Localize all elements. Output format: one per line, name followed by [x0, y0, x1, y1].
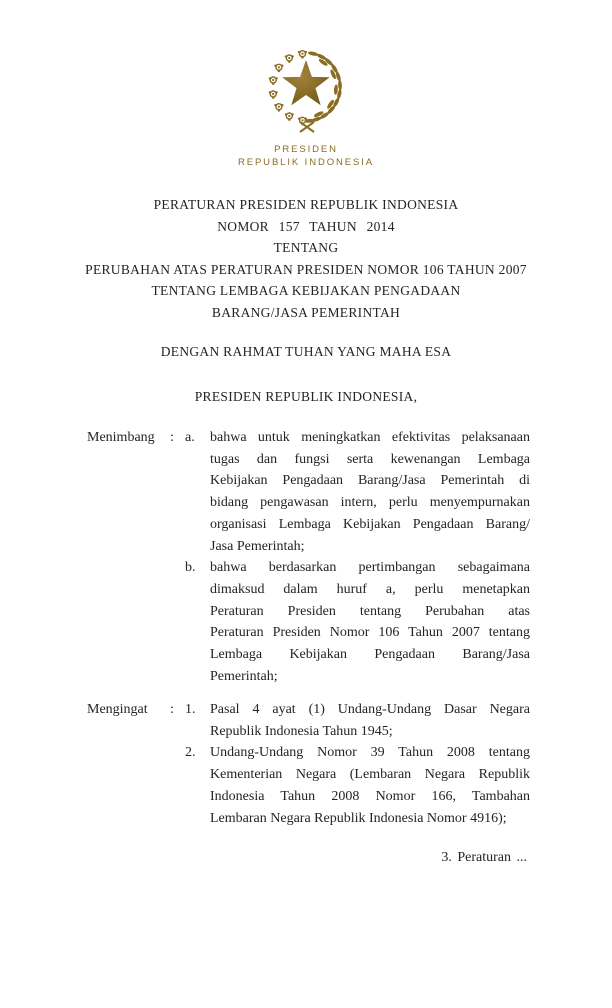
text-line: organisasi Lembaga Kebijakan Pengadaan Barang/ — [210, 516, 530, 532]
text-line: Undang-Undang Nomor 39 Tahun 2008 tentang — [210, 745, 530, 761]
item-marker: 2. — [185, 745, 196, 761]
list-item — [185, 742, 530, 829]
text-line: Indonesia Tahun 2008 Nomor 166, Tambahan — [210, 788, 530, 804]
text-line: Lembaga Kebijakan Pengadaan Barang/Jasa — [210, 647, 530, 663]
authority-line: PRESIDEN REPUBLIK INDONESIA, — [194, 389, 418, 404]
presidential-star-wreath-emblem-icon — [262, 42, 350, 134]
catchword: 3. Peraturan ... — [441, 850, 527, 865]
letterhead — [0, 42, 612, 169]
text-line: Peraturan Presiden tentang Perubahan atas — [210, 603, 530, 619]
text-line: dimaksud dalam huruf a, perlu menetapkan — [210, 581, 530, 597]
title-line-nomor: NOMOR 157 TAHUN 2014 — [217, 218, 395, 234]
letterhead-presiden: PRESIDEN — [274, 144, 338, 155]
mengingat-label: Mengingat — [87, 702, 148, 717]
list-item — [185, 427, 530, 557]
item-text — [210, 427, 530, 557]
title-line-barang-jasa: BARANG/JASA PEMERINTAH — [211, 304, 401, 320]
menimbang-label: Menimbang — [87, 430, 155, 445]
text-line: Pasal 4 ayat (1) Undang-Undang Dasar Negara — [210, 702, 530, 717]
title-line-tentang: TENTANG — [273, 240, 339, 256]
letterhead-text — [0, 143, 612, 169]
item-marker: 1. — [185, 702, 196, 717]
gold-star-icon — [282, 60, 330, 105]
item-marker: a. — [185, 430, 195, 445]
item-text — [210, 742, 530, 829]
title-line-peraturan: PERATURAN PRESIDEN REPUBLIK INDONESIA — [153, 197, 459, 212]
text-line: Pemerintah; — [210, 668, 278, 684]
text-line: bahwa untuk meningkatkan efektivitas pelaksanaan — [210, 430, 530, 445]
item-text — [210, 557, 530, 687]
list-item — [185, 557, 530, 687]
text-line: Peraturan Presiden Nomor 106 Tahun 2007 tentang — [210, 625, 530, 641]
item-marker: b. — [185, 560, 196, 576]
mengingat-clause — [87, 699, 530, 829]
item-text — [210, 699, 530, 742]
list-item — [185, 699, 530, 742]
menimbang-items — [185, 427, 530, 687]
menimbang-clause — [87, 427, 530, 687]
letterhead-republik-indonesia: REPUBLIK INDONESIA — [237, 157, 375, 168]
mengingat-items — [185, 699, 530, 829]
regulation-title-block — [0, 194, 612, 324]
menimbang-colon: : — [170, 430, 174, 445]
mengingat-colon: : — [170, 702, 174, 717]
text-line: tugas dan fungsi serta kewenangan Lembaga — [210, 451, 530, 467]
title-line-lembaga: TENTANG LEMBAGA KEBIJAKAN PENGADAAN — [151, 283, 461, 299]
invocation-line: DENGAN RAHMAT TUHAN YANG MAHA ESA — [160, 344, 452, 359]
text-line: bahwa berdasarkan pertimbangan sebagaimana — [210, 560, 530, 576]
title-line-perubahan: PERUBAHAN ATAS PERATURAN PRESIDEN NOMOR 106 TAHUN 2007 — [85, 261, 527, 277]
text-line: Kementerian Negara (Lembaran Negara Republik — [210, 767, 530, 783]
text-line: Kebijakan Pengadaan Barang/Jasa Pemerintah di — [210, 473, 530, 489]
text-line: Jasa Pemerintah; — [210, 538, 305, 554]
text-line: Republik Indonesia Tahun 1945; — [210, 723, 393, 739]
text-line: Lembaran Negara Republik Indonesia Nomor 4916); — [210, 810, 507, 826]
text-line: bidang pengawasan intern, perlu menyempurnakan — [210, 495, 530, 511]
